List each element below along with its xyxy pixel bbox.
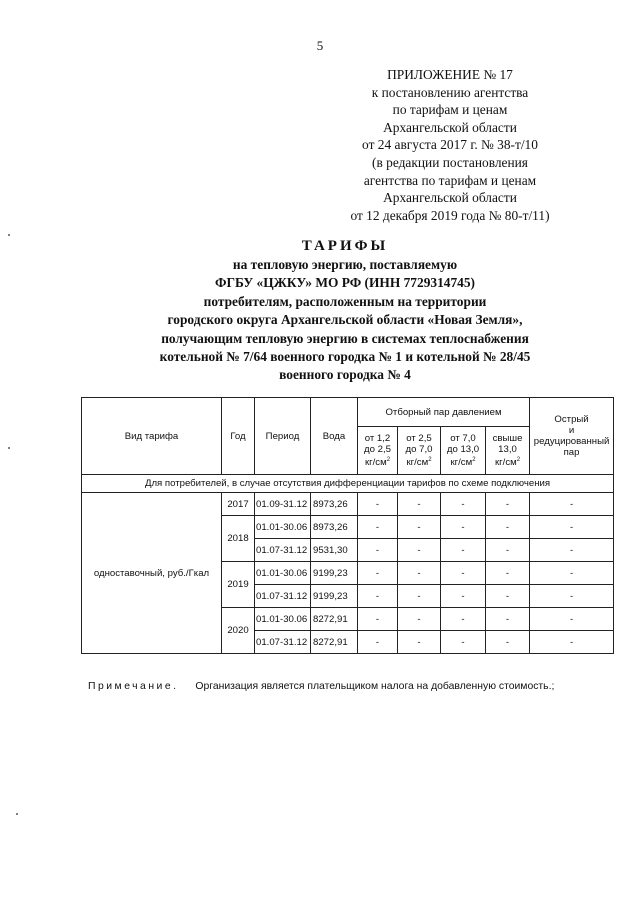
header-steam-group: Отборный пар давлением [358,398,530,427]
value-cell: - [486,493,530,516]
header-sub-line [398,455,440,468]
header-steam-4 [486,427,530,475]
header-water: Вода [311,398,358,475]
title-line: на тепловую энергию, поставляемую [232,257,458,272]
appendix-line: Архангельской области [383,119,517,135]
header-period: Период [255,398,311,475]
title-line: ФГБУ «ЦЖКУ» МО РФ (ИНН 7729314745) [214,275,476,291]
header-acute-line: редуцированный [533,436,610,447]
appendix-header [330,66,570,224]
value-cell: - [441,631,486,654]
water-cell: 8973,26 [311,516,358,539]
year-cell: 2019 [222,562,255,608]
value-cell: - [358,608,398,631]
water-cell: 8272,91 [311,608,358,631]
tariff-table [81,397,614,654]
value-cell: - [398,608,441,631]
period-cell: 01.01-30.06 [255,562,311,585]
header-steam-2 [398,427,441,475]
value-cell: - [398,539,441,562]
unit-sup: 2 [516,457,521,463]
period-cell: 01.07-31.12 [255,539,311,562]
period-cell: 01.01-30.06 [255,608,311,631]
header-sub-line [441,455,485,468]
header-tariff-type: Вид тарифа [82,398,222,475]
header-acute-line: Острый [554,414,589,425]
document-title [60,236,630,385]
value-cell: - [486,516,530,539]
value-cell: - [358,585,398,608]
header-acute-line: и [568,425,575,436]
title-line: городского округа Архангельской области «Новая Земля», [167,312,523,328]
value-cell: - [358,562,398,585]
header-year: Год [222,398,255,475]
water-cell: 8973,26 [311,493,358,516]
footnote [88,681,554,692]
header-sub-line: свыше [492,433,523,444]
value-cell: - [530,493,614,516]
period-cell: 01.01-30.06 [255,516,311,539]
value-cell: - [441,585,486,608]
appendix-line: по тарифам и ценам [392,102,508,118]
header-acute-steam [530,398,614,475]
value-cell: - [486,608,530,631]
unit-sup: 2 [428,457,432,463]
appendix-line: Архангельской области [383,190,517,206]
header-steam-1 [358,427,398,475]
appendix-line: (в редакции постановления [372,154,528,170]
appendix-line: от 12 декабря 2019 года № 80-т/11) [350,207,550,223]
value-cell: - [530,516,614,539]
header-sub-line: до 7,0 [405,444,433,455]
value-cell: - [398,585,441,608]
year-cell: 2018 [222,516,255,562]
period-cell: 01.07-31.12 [255,585,311,608]
header-sub-line: от 1,2 [364,433,391,444]
water-cell: 9199,23 [311,562,358,585]
water-cell: 9199,23 [311,585,358,608]
year-cell: 2020 [222,608,255,654]
water-cell: 8272,91 [311,631,358,654]
value-cell: - [486,585,530,608]
value-cell: - [358,539,398,562]
appendix-line: от 24 августа 2017 г. № 38-т/10 [362,137,538,153]
value-cell: - [530,585,614,608]
header-sub-line: до 2,5 [364,444,391,455]
value-cell: - [398,562,441,585]
value-cell: - [530,608,614,631]
header-sub-line: до 13,0 [446,444,480,455]
period-cell: 01.07-31.12 [255,631,311,654]
title-line: получающим тепловую энергию в системах теплоснабжения [161,330,529,346]
header-acute-line: пар [563,447,580,458]
footnote-label: Примечание. [88,681,179,692]
value-cell: - [441,493,486,516]
consumer-group-label: Для потребителей, в случае отсутствия дифференциации тарифов по схеме подключения [82,475,614,493]
appendix-line: к постановлению агентства [371,84,529,100]
title-line: потребителям, расположенным на территории [203,293,487,309]
unit-text: кг/см [494,457,517,468]
header-steam-3 [441,427,486,475]
value-cell: - [398,516,441,539]
header-sub-line [358,455,397,468]
water-cell: 9531,30 [311,539,358,562]
value-cell: - [358,516,398,539]
header-sub-line: от 2,5 [406,433,432,444]
tariff-type-cell: одноставочный, руб./Гкал [82,493,222,654]
value-cell: - [486,631,530,654]
unit-sup: 2 [472,457,476,463]
title-line: котельной № 7/64 военного городка № 1 и котельной № 28/45 [159,349,531,365]
value-cell: - [398,493,441,516]
value-cell: - [441,562,486,585]
title-line: военного городка № 4 [279,367,411,383]
value-cell: - [486,562,530,585]
value-cell: - [441,539,486,562]
header-sub-line [486,455,529,468]
header-sub-line: от 7,0 [450,433,476,444]
year-cell: 2017 [222,493,255,516]
value-cell: - [358,631,398,654]
footnote-text: Организация является плательщиком налога на добавленную стоимость.; [195,681,555,692]
value-cell: - [441,516,486,539]
page-number: 5 [316,38,324,53]
header-sub-line: 13,0 [498,444,517,455]
title-main: ТАРИФЫ [301,238,389,254]
value-cell: - [441,608,486,631]
scan-speck [8,234,10,236]
scan-speck [16,813,18,815]
value-cell: - [530,539,614,562]
unit-text: кг/см [450,457,473,468]
scan-speck [8,447,10,449]
unit-text: кг/см [406,457,429,468]
value-cell: - [530,562,614,585]
value-cell: - [398,631,441,654]
appendix-line: ПРИЛОЖЕНИЕ № 17 [387,67,513,82]
value-cell: - [358,493,398,516]
unit-sup: 2 [386,457,391,463]
appendix-line: агентства по тарифам и ценам [363,172,537,188]
period-cell: 01.09-31.12 [255,493,311,516]
value-cell: - [530,631,614,654]
unit-text: кг/см [364,457,387,468]
value-cell: - [486,539,530,562]
table-row [82,493,614,516]
